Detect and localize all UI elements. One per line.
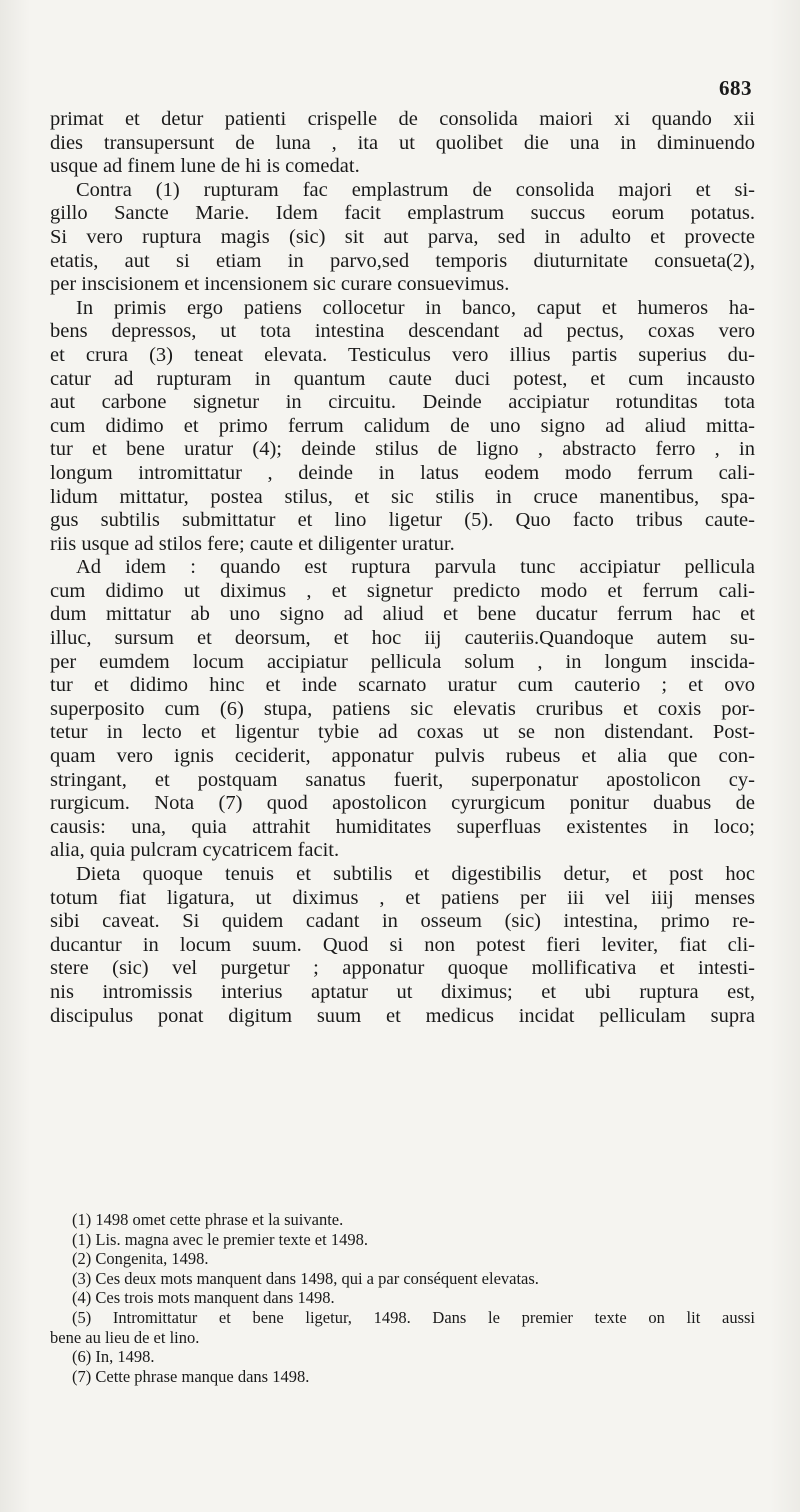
text-line: tur et didimo hinc et inde scarnato uratur cum cauterio ; et ovo [50,674,755,697]
text-line: Si vero ruptura magis (sic) sit aut parva, sed in adulto et provecte [50,225,755,248]
text-line: cum didimo ut diximus , et signetur predicto modo et ferrum cali- [50,579,755,602]
footnote-continuation: bene au lieu de et lino. [50,1327,200,1347]
footnote: (1) 1498 omet cette phrase et la suivante. [72,1210,344,1229]
text-line: primat et detur patienti crispelle de consolida maiori xi quando xii [50,108,755,130]
text-line: dum mittatur ab uno signo ad aliud et bene ducatur ferrum hac et [50,603,755,626]
text-line: usque ad finem lune de hi is comedat. [50,155,360,178]
text-line: tur et bene uratur (4); deinde stilus de ligno , abstracto ferro , in [50,438,755,461]
page-number: 683 [719,76,752,100]
paragraph [50,108,755,179]
text-line: lidum mittatur, postea stilus, et sic stilis in cruce manentibus, spa- [50,485,755,508]
text-line: longum intromittatur , deinde in latus eodem modo ferrum cali- [50,461,755,484]
text-line: totum fiat ligatura, ut diximus , et patiens per iii vel iiij menses [50,886,755,909]
paragraph [50,179,755,297]
body-text [50,108,755,1028]
text-line: sibi caveat. Si quidem cadant in osseum (sic) intestina, primo re- [50,910,755,933]
footnote: (3) Ces deux mots manquent dans 1498, qui a par conséquent elevatas. [72,1268,539,1288]
text-line: etatis, aut si etiam in parvo,sed temporis diuturnitate consueta(2), [50,249,755,272]
footnote: (4) Ces trois mots manquent dans 1498. [72,1288,335,1308]
text-line: gus subtilis submittatur et lino ligetur (5). Quo facto tribus caute- [50,509,755,532]
text-line: discipulus ponat digitum suum et medicus incidat pelliculam supra [50,1004,755,1027]
text-line: causis: una, quia attrahit humiditates superfluas existentes in loco; [50,815,755,838]
footnote: (6) In, 1498. [72,1347,155,1367]
text-line: bens depressos, ut tota intestina descendant ad pectus, coxas vero [50,320,755,343]
text-line: illuc, sursum et deorsum, et hoc iij cauteriis.Quandoque autem su- [50,627,755,650]
footnotes [50,1210,755,1386]
text-line: per inscisionem et incensionem sic curare consuevimus. [50,273,510,296]
text-line: nis intromissis interius aptatur ut diximus; et ubi ruptura est, [50,980,755,1003]
paragraph [50,556,755,863]
text-line: Contra (1) rupturam fac emplastrum de consolida majori et si- [76,178,755,201]
text-line: Dieta quoque tenuis et subtilis et digestibilis detur, et post hoc [76,863,755,885]
text-line: stere (sic) vel purgetur ; apponatur quoque mollificativa et intesti- [50,957,755,980]
text-line: In primis ergo patiens collocetur in banco, caput et humeros ha- [76,296,755,319]
paragraph [50,863,755,1028]
text-line: alia, quia pulcram cycatricem facit. [50,839,340,862]
footnote: (7) Cette phrase manque dans 1498. [72,1366,310,1386]
text-line: ducantur in locum suum. Quod si non potest fieri leviter, fiat cli- [50,933,755,956]
text-line: cum didimo et primo ferrum calidum de uno signo ad aliud mitta- [50,414,755,437]
text-line: riis usque ad stilos fere; caute et diligenter uratur. [50,532,455,555]
text-line: rurgicum. Nota (7) quod apostolicon cyrurgicum ponitur duabus de [50,792,755,815]
footnote: (2) Congenita, 1498. [72,1249,209,1269]
text-line: catur ad rupturam in quantum caute duci potest, et cum incausto [50,367,755,390]
footnote: (1) Lis. magna avec le premier texte et 1498. [72,1229,368,1249]
text-line: gillo Sancte Marie. Idem facit emplastrum succus eorum potatus. [50,202,755,225]
text-line: superposito cum (6) stupa, patiens sic elevatis cruribus et coxis por- [50,697,755,720]
paragraph [50,297,755,557]
text-line: tetur in lecto et ligentur tybie ad coxas ut se non distendant. Post- [50,721,755,744]
text-line: quam vero ignis ceciderit, apponatur pulvis rubeus et alia que con- [50,745,755,768]
text-line: dies transupersunt de luna , ita ut quolibet die una in diminuendo [50,131,755,154]
text-line: per eumdem locum accipiatur pellicula solum , in longum inscida- [50,650,755,673]
text-line: aut carbone signetur in circuitu. Deinde accipiatur rotunditas tota [50,391,755,414]
footnote: (5) Intromittatur et bene ligetur, 1498. Dans le premier texte on lit aussi [72,1307,755,1327]
text-line: Ad idem : quando est ruptura parvula tunc accipiatur pellicula [76,556,755,579]
text-line: et crura (3) teneat elevata. Testiculus vero illius partis superius du- [50,343,755,366]
text-line: stringant, et postquam sanatus fuerit, superponatur apostolicon cy- [50,768,755,791]
